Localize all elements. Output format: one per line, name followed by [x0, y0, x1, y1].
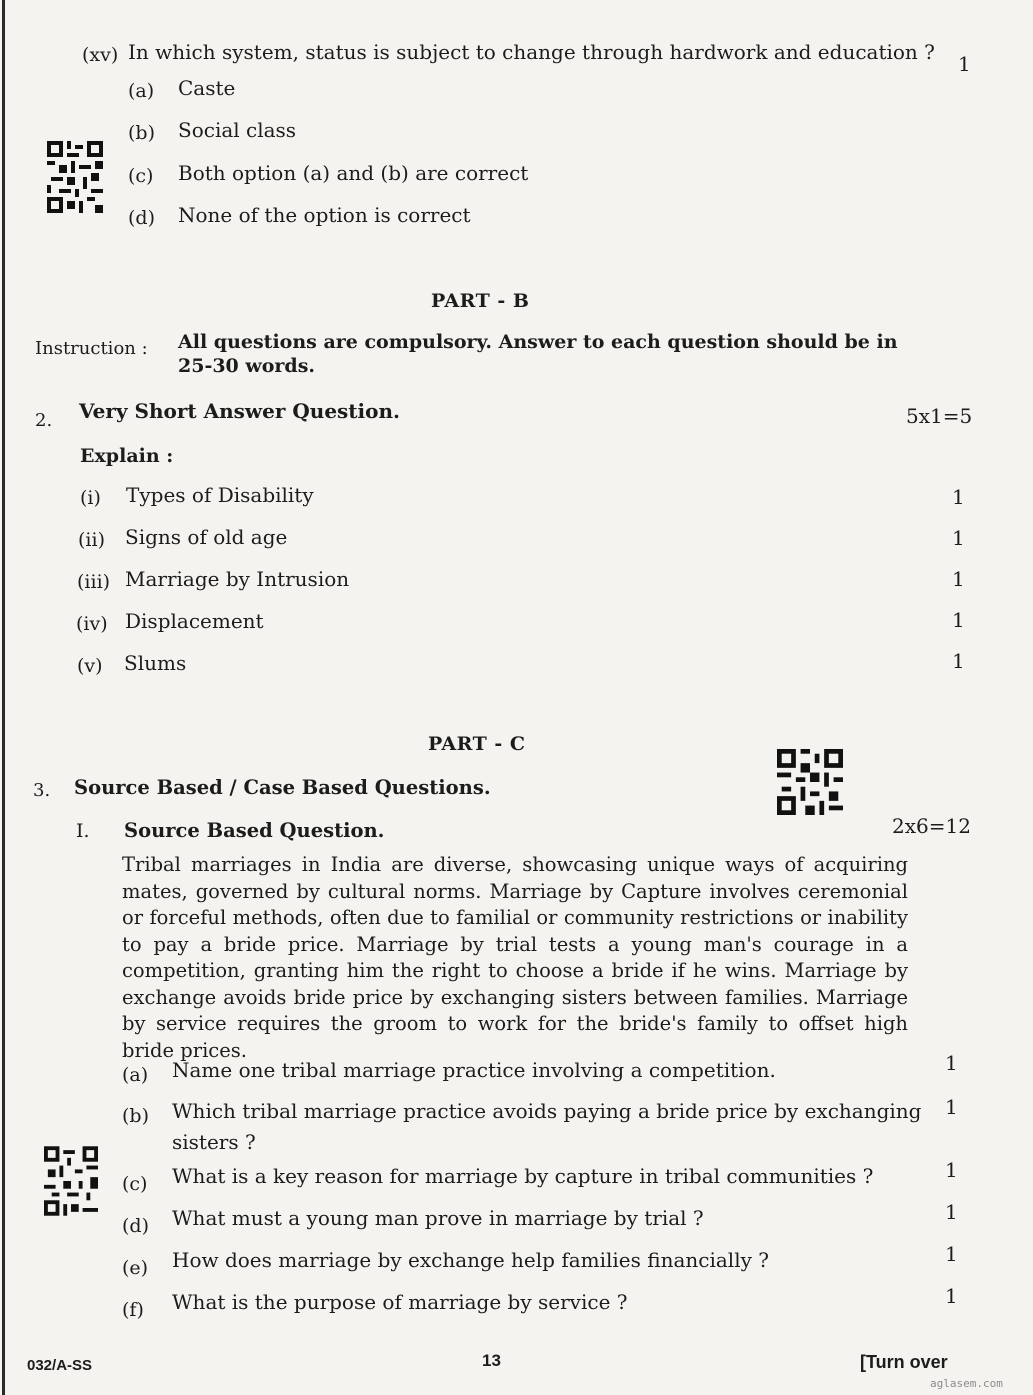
paper-code: 032/A-SS: [27, 1357, 93, 1374]
q15-text: In which system, status is subject to change through hardwork and education ?: [128, 40, 935, 64]
source-question-text: Name one tribal marriage practice involving a competition.: [172, 1058, 776, 1082]
item-label: (ii): [78, 529, 105, 551]
q15-option-text: Social class: [178, 118, 297, 142]
sub-question-number: I.: [76, 820, 90, 842]
sub-question-marks: 2x6=12: [892, 814, 971, 838]
qr-code-icon: [47, 141, 103, 213]
q15-option-label: (d): [128, 207, 155, 229]
item-label: (v): [77, 655, 103, 677]
qr-code-icon: [777, 749, 843, 815]
question-2-marks: 5x1=5: [906, 404, 973, 428]
turn-over-label: [Turn over: [860, 1352, 948, 1372]
item-text: Signs of old age: [125, 525, 288, 549]
item-marks: 1: [952, 608, 965, 632]
source-question-marks: 1: [945, 1200, 958, 1224]
part-b-title: PART - B: [431, 290, 530, 312]
q15-option-text: Caste: [178, 76, 236, 100]
sub-question-title: Source Based Question.: [124, 819, 385, 842]
source-question-marks: 1: [945, 1158, 958, 1182]
q15-option-text: None of the option is correct: [178, 203, 471, 227]
item-label: (iv): [76, 613, 108, 635]
question-2-number: 2.: [35, 410, 53, 431]
instruction-text: All questions are compulsory. Answer to each question should be in 25-30 words.: [178, 331, 898, 377]
item-text: Types of Disability: [126, 483, 314, 507]
source-question-text: What is a key reason for marriage by capture in tribal communities ?: [172, 1164, 874, 1188]
q15-number: (xv): [82, 44, 119, 66]
source-question-marks: 1: [945, 1284, 958, 1308]
source-question-label: (a): [122, 1064, 149, 1086]
source-question-text: How does marriage by exchange help families financially ?: [172, 1248, 769, 1272]
item-text: Slums: [124, 651, 187, 675]
item-marks: 1: [952, 567, 965, 591]
item-marks: 1: [952, 649, 965, 673]
left-margin-rule: [2, 0, 5, 1395]
item-label: (i): [80, 487, 101, 509]
q15-option-text: Both option (a) and (b) are correct: [178, 161, 529, 185]
item-text: Displacement: [125, 609, 264, 633]
source-question-text: What is the purpose of marriage by service ?: [172, 1290, 628, 1314]
question-2-title: Very Short Answer Question.: [79, 399, 400, 423]
q15-option-label: (c): [128, 165, 154, 187]
source-question-label: (d): [122, 1215, 149, 1237]
part-c-title: PART - C: [428, 733, 526, 755]
source-question-text: What must a young man prove in marriage by trial ?: [172, 1206, 704, 1230]
source-question-marks: 1: [945, 1242, 958, 1266]
watermark: aglasem.com: [930, 1377, 1003, 1390]
item-marks: 1: [952, 526, 965, 550]
source-question-marks: 1: [945, 1095, 958, 1119]
instruction-label: Instruction :: [35, 338, 148, 359]
page-number: 13: [482, 1351, 501, 1370]
item-marks: 1: [952, 485, 965, 509]
source-question-label: (e): [122, 1257, 149, 1279]
item-text: Marriage by Intrusion: [125, 567, 350, 591]
question-3-title: Source Based / Case Based Questions.: [74, 776, 491, 799]
source-question-label: (c): [122, 1173, 148, 1195]
source-question-label: (b): [122, 1105, 149, 1127]
source-question-text-cont: sisters ?: [172, 1130, 256, 1154]
q15-option-label: (b): [128, 122, 155, 144]
explain-label: Explain :: [80, 445, 174, 467]
source-question-label: (f): [122, 1299, 144, 1321]
item-label: (iii): [77, 571, 111, 593]
source-passage: Tribal marriages in India are diverse, showcasing unique ways of acquiring mates, governed by cultural norms. Marriage by Capture involves ceremonial or forceful methods, often due to familial or community restrictions or inability to pay a bride price. Marriage by trial tests a young man's courage in a competition, granting him the right to choose a bride if he wins. Marriage by exchange avoids bride price by exchanging sisters between families. Marriage by service requires the groom to work for the bride's family to offset high bride prices.: [122, 853, 908, 1062]
qr-code-icon: [44, 1146, 98, 1216]
source-question-text: Which tribal marriage practice avoids paying a bride price by exchanging: [172, 1099, 922, 1123]
source-question-marks: 1: [945, 1051, 958, 1075]
question-3-number: 3.: [33, 780, 51, 801]
q15-option-label: (a): [128, 80, 155, 102]
q15-marks: 1: [958, 52, 971, 76]
